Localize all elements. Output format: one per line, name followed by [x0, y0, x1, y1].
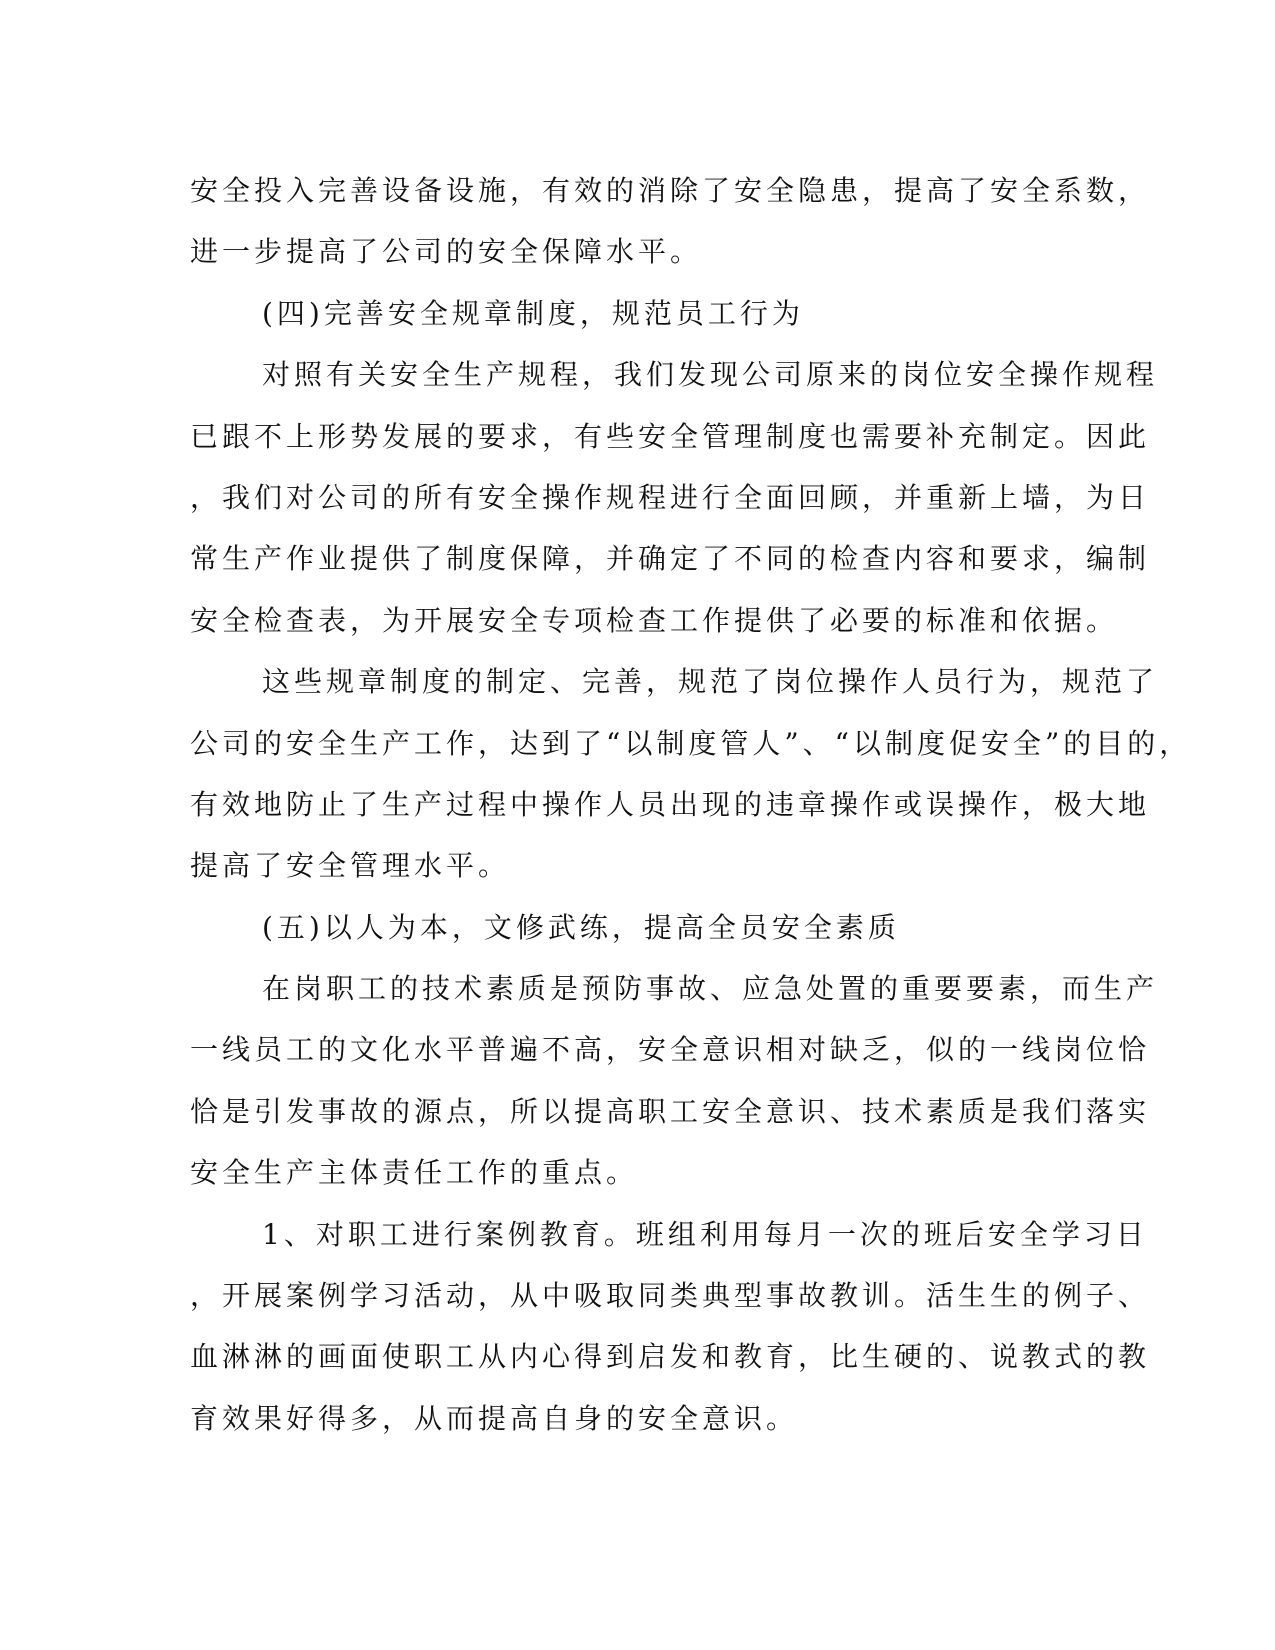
text-line: 恰是引发事故的源点，所以提高职工安全意识、技术素质是我们落实: [190, 1094, 1151, 1128]
section-heading: (五)以人为本，文修武练，提高全员安全素质: [262, 910, 900, 944]
text-line: 1、对职工进行案例教育。班组利用每月一次的班后安全学习日: [262, 1217, 1148, 1251]
text-line: 育效果好得多，从而提高自身的安全意识。: [190, 1401, 799, 1435]
document-body: [190, 160, 1192, 1449]
text-line: 安全检查表，为开展安全专项检查工作提供了必要的标准和依据。: [190, 603, 1119, 637]
text-line: 进一步提高了公司的安全保障水平。: [190, 235, 703, 269]
text-line: 安全投入完善设备设施，有效的消除了安全隐患，提高了安全系数，: [190, 174, 1151, 207]
text-line: 安全生产主体责任工作的重点。: [190, 1156, 639, 1190]
text-line: 已跟不上形势发展的要求，有些安全管理制度也需要补充制定。因此: [190, 419, 1151, 453]
text-line: ，我们对公司的所有安全操作规程进行全面回顾，并重新上墙，为日: [190, 480, 1151, 514]
text-line: 公司的安全生产工作，达到了“以制度管人”、“以制度促安全”的目的，: [190, 726, 1192, 760]
section-heading: (四)完善安全规章制度，规范员工行为: [262, 296, 804, 330]
text-line: 有效地防止了生产过程中操作人员出现的违章操作或误操作，极大地: [190, 787, 1151, 821]
text-line: 对照有关安全生产规程，我们发现公司原来的岗位安全操作规程: [262, 358, 1159, 392]
text-line: 血淋淋的画面使职工从内心得到启发和教育，比生硬的、说教式的教: [190, 1340, 1151, 1374]
text-line: 提高了安全管理水平。: [190, 849, 511, 883]
text-line: 一线员工的文化水平普遍不高，安全意识相对缺乏，似的一线岗位恰: [190, 1033, 1151, 1067]
text-line: 常生产作业提供了制度保障，并确定了不同的检查内容和要求，编制: [190, 542, 1151, 576]
text-line: ，开展案例学习活动，从中吸取同类典型事故教训。活生生的例子、: [190, 1279, 1151, 1313]
text-line: 在岗职工的技术素质是预防事故、应急处置的重要要素，而生产: [262, 972, 1159, 1006]
text-line: 这些规章制度的制定、完善，规范了岗位操作人员行为，规范了: [262, 665, 1159, 699]
